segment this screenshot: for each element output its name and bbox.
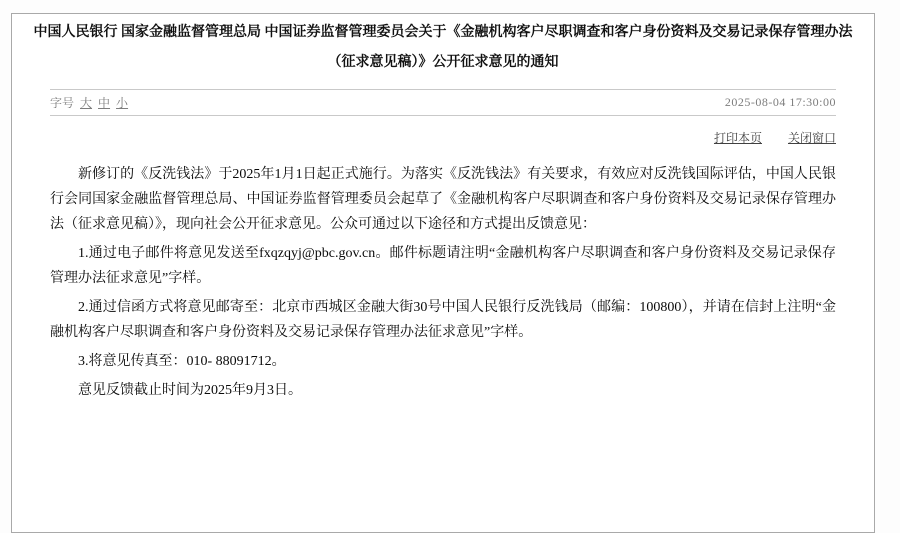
paragraph-email-channel: 1.通过电子邮件将意见发送至fxqzqyj@pbc.gov.cn。邮件标题请注明“金融机构客户尽职调查和客户身份资料及交易记录保存管理办法征求意见”字样。 — [50, 246, 836, 286]
font-size-medium-link[interactable]: 中 — [98, 96, 111, 110]
font-size-switch — [50, 94, 128, 111]
font-size-label: 字号 — [50, 96, 75, 110]
paragraph-fax-channel: 3.将意见传真至：010- 88091712。 — [78, 354, 286, 369]
close-window-link[interactable]: 关闭窗口 — [787, 131, 836, 145]
notice-body — [50, 147, 836, 403]
publish-timestamp: 2025-08-04 17:30:00 — [724, 95, 836, 109]
meta-bar — [50, 89, 836, 116]
notice-document-panel — [11, 13, 875, 533]
paragraph-mail-channel: 2.通过信函方式将意见邮寄至：北京市西城区金融大街30号中国人民银行反洗钱局（邮编：100800），并请在信封上注明“金融机构客户尽职调查和客户身份资料及交易记录保存管理办法征求意见”字样。 — [50, 300, 836, 340]
print-page-link[interactable]: 打印本页 — [713, 131, 762, 145]
font-size-large-link[interactable]: 大 — [80, 96, 93, 110]
paragraph-intro: 新修订的《反洗钱法》于2025年1月1日起正式施行。为落实《反洗钱法》有关要求，有效应对反洗钱国际评估，中国人民银行会同国家金融监督管理总局、中国证券监督管理委员会起草了《金融机构客户尽职调查和客户身份资料及交易记录保存管理办法（征求意见稿）》，现向社会公开征求意见。公众可通过以下途径和方式提出反馈意见： — [50, 167, 836, 232]
page-actions — [50, 116, 836, 147]
paragraph-deadline: 意见反馈截止时间为2025年9月3日。 — [78, 383, 302, 398]
font-size-small-link[interactable]: 小 — [116, 96, 129, 110]
page-title: 中国人民银行 国家金融监督管理总局 中国证券监督管理委员会关于《金融机构客户尽职调查和客户身份资料及交易记录保存管理办法（征求意见稿）》公开征求意见的通知 — [33, 25, 853, 70]
